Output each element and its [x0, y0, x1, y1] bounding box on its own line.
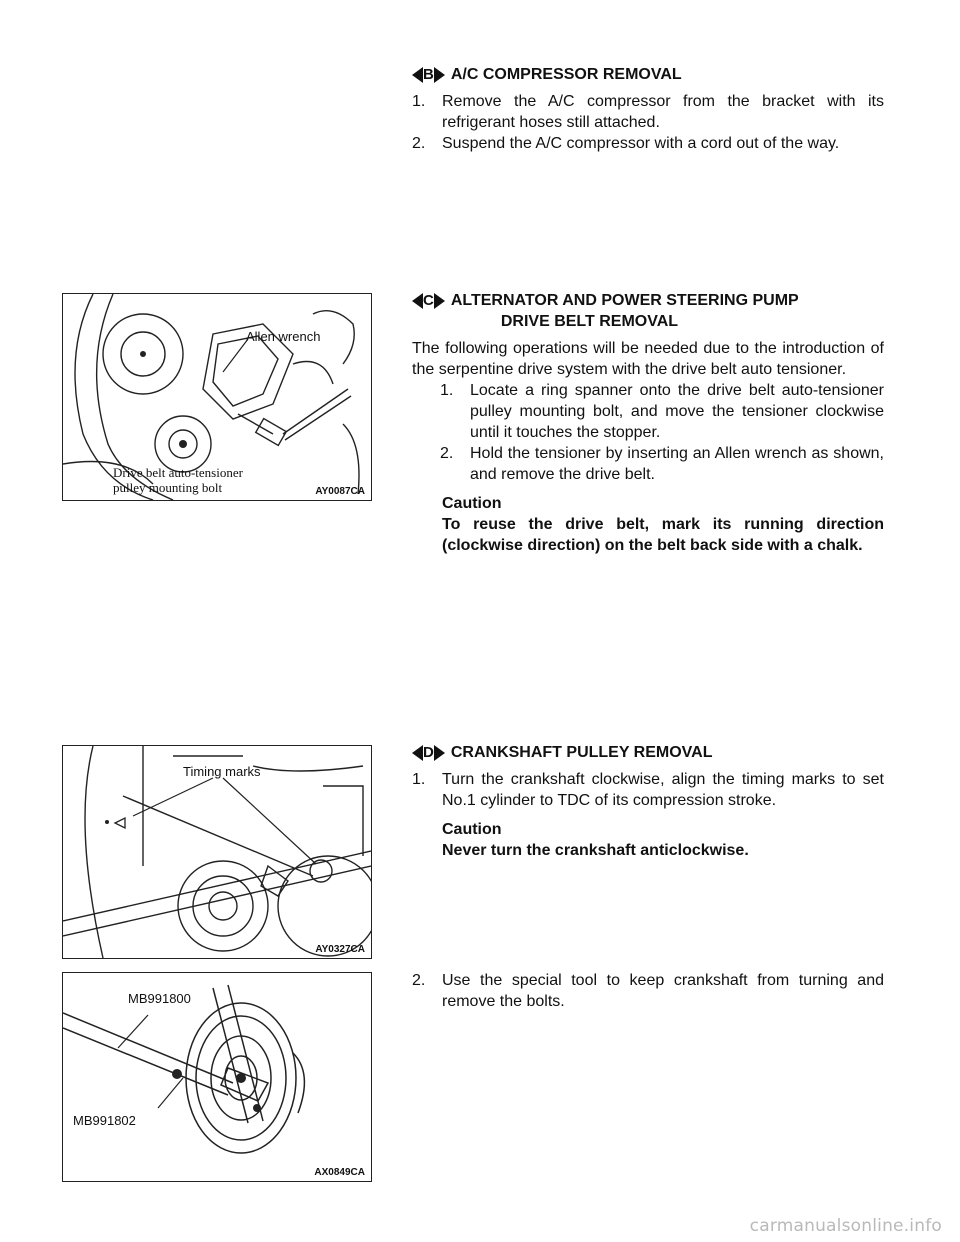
section-title-line2: DRIVE BELT REMOVAL [500, 313, 679, 330]
caution-block [412, 493, 884, 556]
step-text: Hold the tensioner by inserting an Allen wrench as shown, and remove the drive belt. [470, 445, 884, 483]
right-triangle-icon [434, 67, 445, 83]
section-marker [412, 742, 445, 763]
section-crankshaft-pulley-removal [412, 742, 884, 861]
label-timing-marks: Timing marks [183, 764, 261, 779]
figure-code: AY0327CA [315, 944, 365, 955]
section-title [451, 290, 884, 332]
step-number: 1. [412, 771, 426, 788]
caution-text: Never turn the crankshaft anticlockwise. [442, 842, 749, 859]
label-drive-belt-tensioner: Drive belt auto-tensioner [113, 465, 243, 480]
figure-drive-belt-tensioner [62, 293, 372, 501]
timing-marks-illustration [63, 746, 371, 958]
step-number: 2. [412, 972, 426, 989]
section-drive-belt-removal [412, 290, 884, 556]
caution-block [412, 819, 884, 861]
step-list [412, 380, 884, 485]
label-pulley-mounting-bolt: pulley mounting bolt [113, 480, 223, 495]
right-triangle-icon [434, 745, 445, 761]
section-title: CRANKSHAFT PULLEY REMOVAL [450, 744, 713, 761]
list-item [412, 970, 884, 1012]
step-text: Remove the A/C compressor from the bracket with its refrigerant hoses still attached. [442, 93, 884, 131]
figure-special-tool [62, 972, 372, 1182]
label-mb991802: MB991802 [73, 1113, 136, 1128]
section-crankshaft-step2 [412, 970, 884, 1012]
section-heading [412, 290, 884, 332]
caution-title: Caution [442, 495, 502, 512]
left-triangle-icon [412, 293, 423, 309]
tensioner-illustration [63, 294, 371, 500]
step-text: Turn the crankshaft clockwise, align the timing marks to set No.1 cylinder to TDC of its compression stroke. [442, 771, 884, 809]
left-triangle-icon [412, 745, 423, 761]
step-list [412, 769, 884, 811]
label-mb991800: MB991800 [128, 991, 191, 1006]
step-text: Locate a ring spanner onto the drive belt auto-tensioner pulley mounting bolt, and move the tensioner clockwise until it touches the stopper. [470, 382, 884, 441]
marker-letter: C [423, 292, 434, 309]
section-marker [412, 290, 445, 311]
step-number: 1. [440, 382, 454, 399]
caution-title: Caution [442, 821, 502, 838]
step-number: 2. [412, 135, 426, 152]
left-triangle-icon [412, 67, 423, 83]
marker-letter: D [423, 744, 434, 761]
section-marker [412, 64, 445, 85]
figure-timing-marks [62, 745, 372, 959]
step-text: Use the special tool to keep crankshaft from turning and remove the bolts. [442, 972, 884, 1010]
list-item [440, 443, 884, 485]
special-tool-illustration [63, 973, 371, 1181]
figure-code: AX0849CA [314, 1167, 365, 1178]
label-allen-wrench: Allen wrench [246, 329, 321, 344]
right-triangle-icon [434, 293, 445, 309]
watermark: carmanualsonline.info [749, 1216, 942, 1236]
caution-text: To reuse the drive belt, mark its running direction (clockwise direction) on the belt back side with a chalk. [442, 516, 884, 554]
step-list [412, 91, 884, 154]
step-number: 1. [412, 93, 426, 110]
step-text: Suspend the A/C compressor with a cord out of the way. [442, 135, 840, 152]
section-heading [412, 742, 884, 763]
section-title-line1: ALTERNATOR AND POWER STEERING PUMP [450, 292, 799, 309]
list-item [412, 769, 884, 811]
list-item [412, 91, 884, 133]
section-ac-compressor-removal [412, 64, 884, 154]
list-item [440, 380, 884, 443]
section-heading [412, 64, 884, 85]
marker-letter: B [423, 66, 434, 83]
figure-code: AY0087CA [315, 486, 365, 497]
step-list [412, 970, 884, 1012]
section-title: A/C COMPRESSOR REMOVAL [450, 66, 682, 83]
intro-paragraph: The following operations will be needed due to the introduction of the serpentine drive system with the drive belt auto tensioner. [412, 340, 884, 378]
step-number: 2. [440, 445, 454, 462]
list-item [412, 133, 884, 154]
